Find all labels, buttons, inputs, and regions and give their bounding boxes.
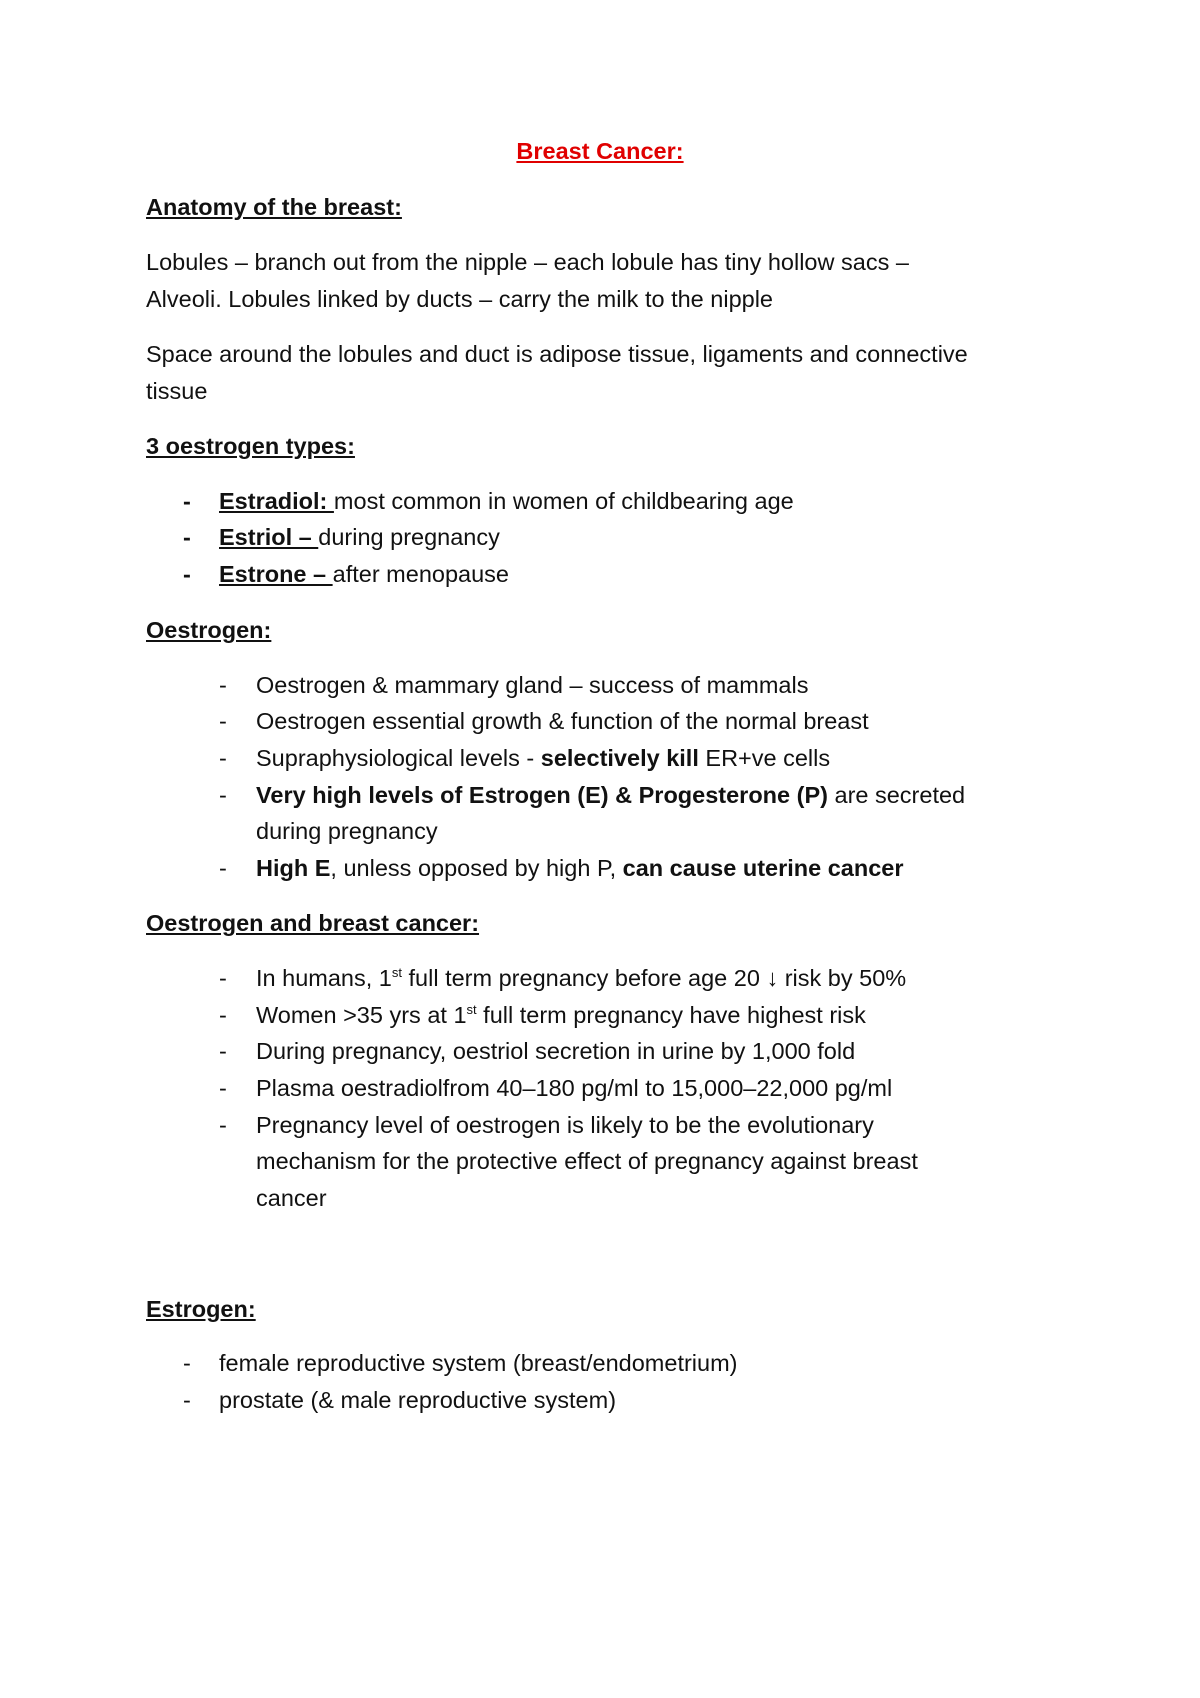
- list-item: [219, 559, 509, 589]
- list-item: [256, 853, 904, 883]
- item-text: are secreted: [827, 782, 966, 808]
- type-description: after menopause: [332, 561, 509, 587]
- anatomy-heading: Anatomy of the breast:: [146, 194, 402, 220]
- list-item: [219, 522, 500, 552]
- type-term: Estrone –: [219, 561, 333, 587]
- list-item-continuation: cancer: [256, 1185, 327, 1211]
- item-text: full term pregnancy before age 20 ↓ risk by 50%: [401, 965, 907, 991]
- bullet-dash: -: [183, 488, 191, 514]
- ordinal-superscript: st: [391, 965, 402, 980]
- bullet-dash: -: [219, 708, 227, 734]
- bullet-dash: -: [219, 672, 227, 698]
- list-item: Plasma oestradiolfrom 40–180 pg/ml to 15,000–22,000 pg/ml: [256, 1075, 893, 1101]
- bullet-dash: -: [183, 561, 191, 587]
- bullet-dash: -: [219, 1002, 227, 1028]
- list-item: [256, 780, 965, 810]
- list-item-continuation: mechanism for the protective effect of pregnancy against breast: [256, 1148, 918, 1174]
- type-description: most common in women of childbearing age: [333, 488, 794, 514]
- type-term: Estriol –: [219, 524, 319, 550]
- list-item: [256, 743, 830, 773]
- item-text: Women >35 yrs at 1: [256, 1002, 467, 1028]
- bullet-dash: -: [183, 1350, 191, 1376]
- item-bold-text: High E: [256, 855, 331, 881]
- anatomy-paragraph-2-line-2: tissue: [146, 378, 208, 404]
- bullet-dash: -: [219, 965, 227, 991]
- list-item: During pregnancy, oestriol secretion in urine by 1,000 fold: [256, 1038, 856, 1064]
- list-item: Oestrogen & mammary gland – success of mammals: [256, 672, 809, 698]
- bullet-dash: -: [183, 524, 191, 550]
- list-item-continuation: during pregnancy: [256, 818, 438, 844]
- item-text: full term pregnancy have highest risk: [476, 1002, 866, 1028]
- list-item: [219, 486, 794, 516]
- page-title: Breast Cancer:: [516, 138, 684, 164]
- anatomy-paragraph-1-line-1: Lobules – branch out from the nipple – each lobule has tiny hollow sacs –: [146, 249, 909, 275]
- ordinal-superscript: st: [466, 1002, 477, 1017]
- estrogen-heading: Estrogen:: [146, 1296, 256, 1322]
- anatomy-paragraph-2-line-1: Space around the lobules and duct is adipose tissue, ligaments and connective: [146, 341, 968, 367]
- bullet-dash: -: [219, 855, 227, 881]
- item-text: In humans, 1: [256, 965, 392, 991]
- bullet-dash: -: [219, 1112, 227, 1138]
- list-item: Oestrogen essential growth & function of the normal breast: [256, 708, 869, 734]
- item-text: Supraphysiological levels -: [256, 745, 541, 771]
- item-bold-text: Very high levels of Estrogen (E) & Progesterone (P): [256, 782, 828, 808]
- bullet-dash: -: [219, 1075, 227, 1101]
- bullet-dash: -: [219, 745, 227, 771]
- bullet-dash: -: [183, 1387, 191, 1413]
- anatomy-paragraph-1-line-2: Alveoli. Lobules linked by ducts – carry the milk to the nipple: [146, 286, 773, 312]
- list-item: Pregnancy level of oestrogen is likely to be the evolutionary: [256, 1112, 874, 1138]
- oestrogen-heading: Oestrogen:: [146, 617, 272, 643]
- oestrogen-breast-cancer-heading: Oestrogen and breast cancer:: [146, 910, 480, 936]
- type-description: during pregnancy: [318, 524, 500, 550]
- bullet-dash: -: [219, 782, 227, 808]
- list-item: [256, 963, 906, 993]
- list-item: prostate (& male reproductive system): [219, 1387, 617, 1413]
- type-term: Estradiol:: [219, 488, 334, 514]
- types-heading: 3 oestrogen types:: [146, 433, 355, 459]
- list-item: [256, 1000, 866, 1030]
- list-item: female reproductive system (breast/endometrium): [219, 1350, 738, 1376]
- item-text: , unless opposed by high P,: [330, 855, 623, 881]
- item-bold-text: can cause uterine cancer: [622, 855, 904, 881]
- item-bold-text: selectively kill: [540, 745, 699, 771]
- item-text: ER+ve cells: [698, 745, 831, 771]
- bullet-dash: -: [219, 1038, 227, 1064]
